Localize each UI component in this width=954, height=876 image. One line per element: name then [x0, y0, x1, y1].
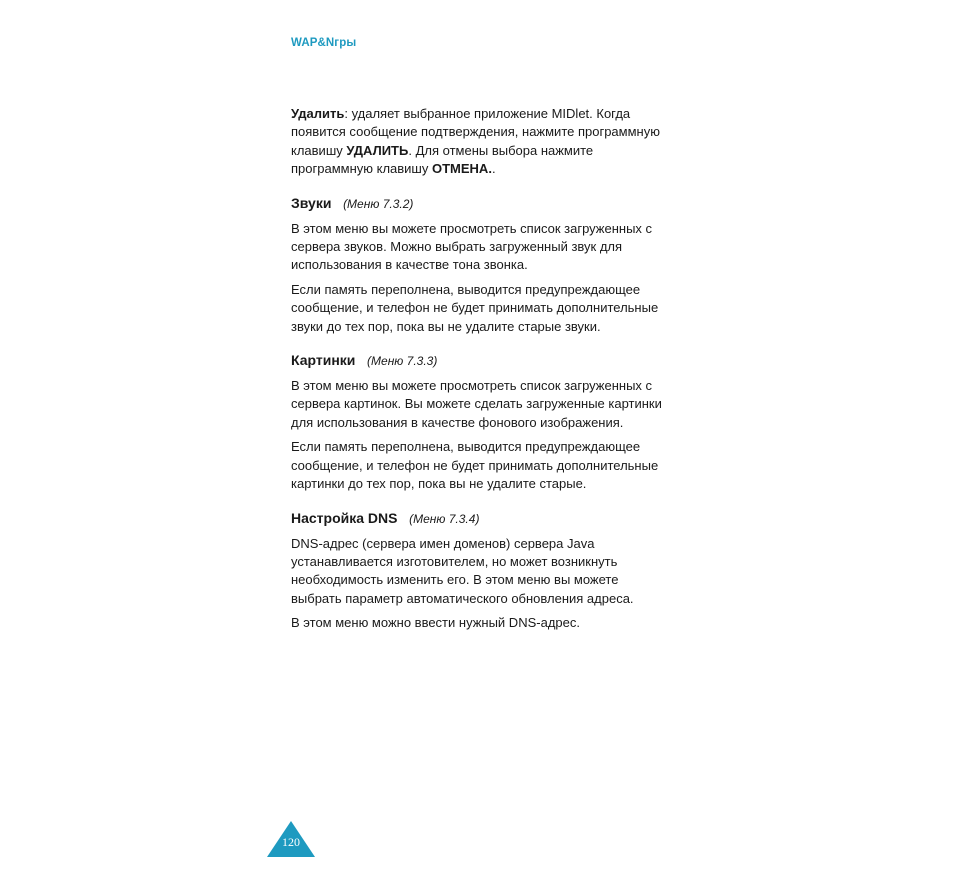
intro-paragraph [291, 105, 671, 179]
intro-text-3: . [491, 161, 496, 177]
page-content [291, 105, 671, 647]
menu-reference: (Меню 7.3.2) [343, 196, 414, 211]
intro-label: Удалить [291, 106, 345, 121]
section-sounds [291, 193, 671, 336]
page-number-badge [267, 821, 315, 857]
section-title [291, 508, 671, 529]
section-name: Настройка DNS [291, 509, 398, 526]
intro-text-1: : удаляет выбранное приложение MIDlet. Когда появится сообщение подтверждения, нажмите программную клавишу [291, 106, 660, 158]
section-title [291, 350, 671, 371]
section-name: Звуки [291, 194, 332, 211]
paragraph: DNS-адрес (сервера имен доменов) сервера Java устанавливается изготовителем, но может возникнуть необходимость изменить его. В этом меню вы можете выбрать параметр автоматического обновления адреса. [291, 535, 634, 606]
section-dns-settings [291, 508, 671, 633]
paragraph: В этом меню вы можете просмотреть список загруженных с сервера картинок. Вы можете сделать загруженные картинки для использования в качестве фонового изображения. [291, 378, 662, 430]
paragraph: Если память переполнена, выводится предупреждающее сообщение, и телефон не будет принимать дополнительные картинки до тех пор, пока вы не удалите старые. [291, 439, 659, 492]
paragraph: В этом меню можно ввести нужный DNS-адрес. [291, 615, 580, 631]
page-number: 120 [282, 835, 300, 849]
key-delete: УДАЛИТЬ [346, 142, 409, 158]
menu-reference: (Меню 7.3.3) [367, 354, 438, 369]
running-header: WAP&Nгры [291, 37, 357, 49]
paragraph: В этом меню вы можете просмотреть список загруженных с сервера звуков. Можно выбрать загруженный звук для использования в качестве тона звонка. [291, 220, 653, 273]
section-name: Картинки [291, 352, 356, 369]
key-cancel: ОТМЕНА. [431, 161, 492, 177]
paragraph: Если память переполнена, выводится предупреждающее сообщение, и телефон не будет принимать дополнительные звуки до тех пор, пока вы не удалите старые звуки. [291, 281, 659, 334]
intro-text-2: . Для отмены выбора нажмите программную клавишу [291, 142, 594, 177]
menu-reference: (Меню 7.3.4) [409, 511, 480, 526]
section-title [291, 193, 671, 214]
section-pictures [291, 350, 671, 493]
